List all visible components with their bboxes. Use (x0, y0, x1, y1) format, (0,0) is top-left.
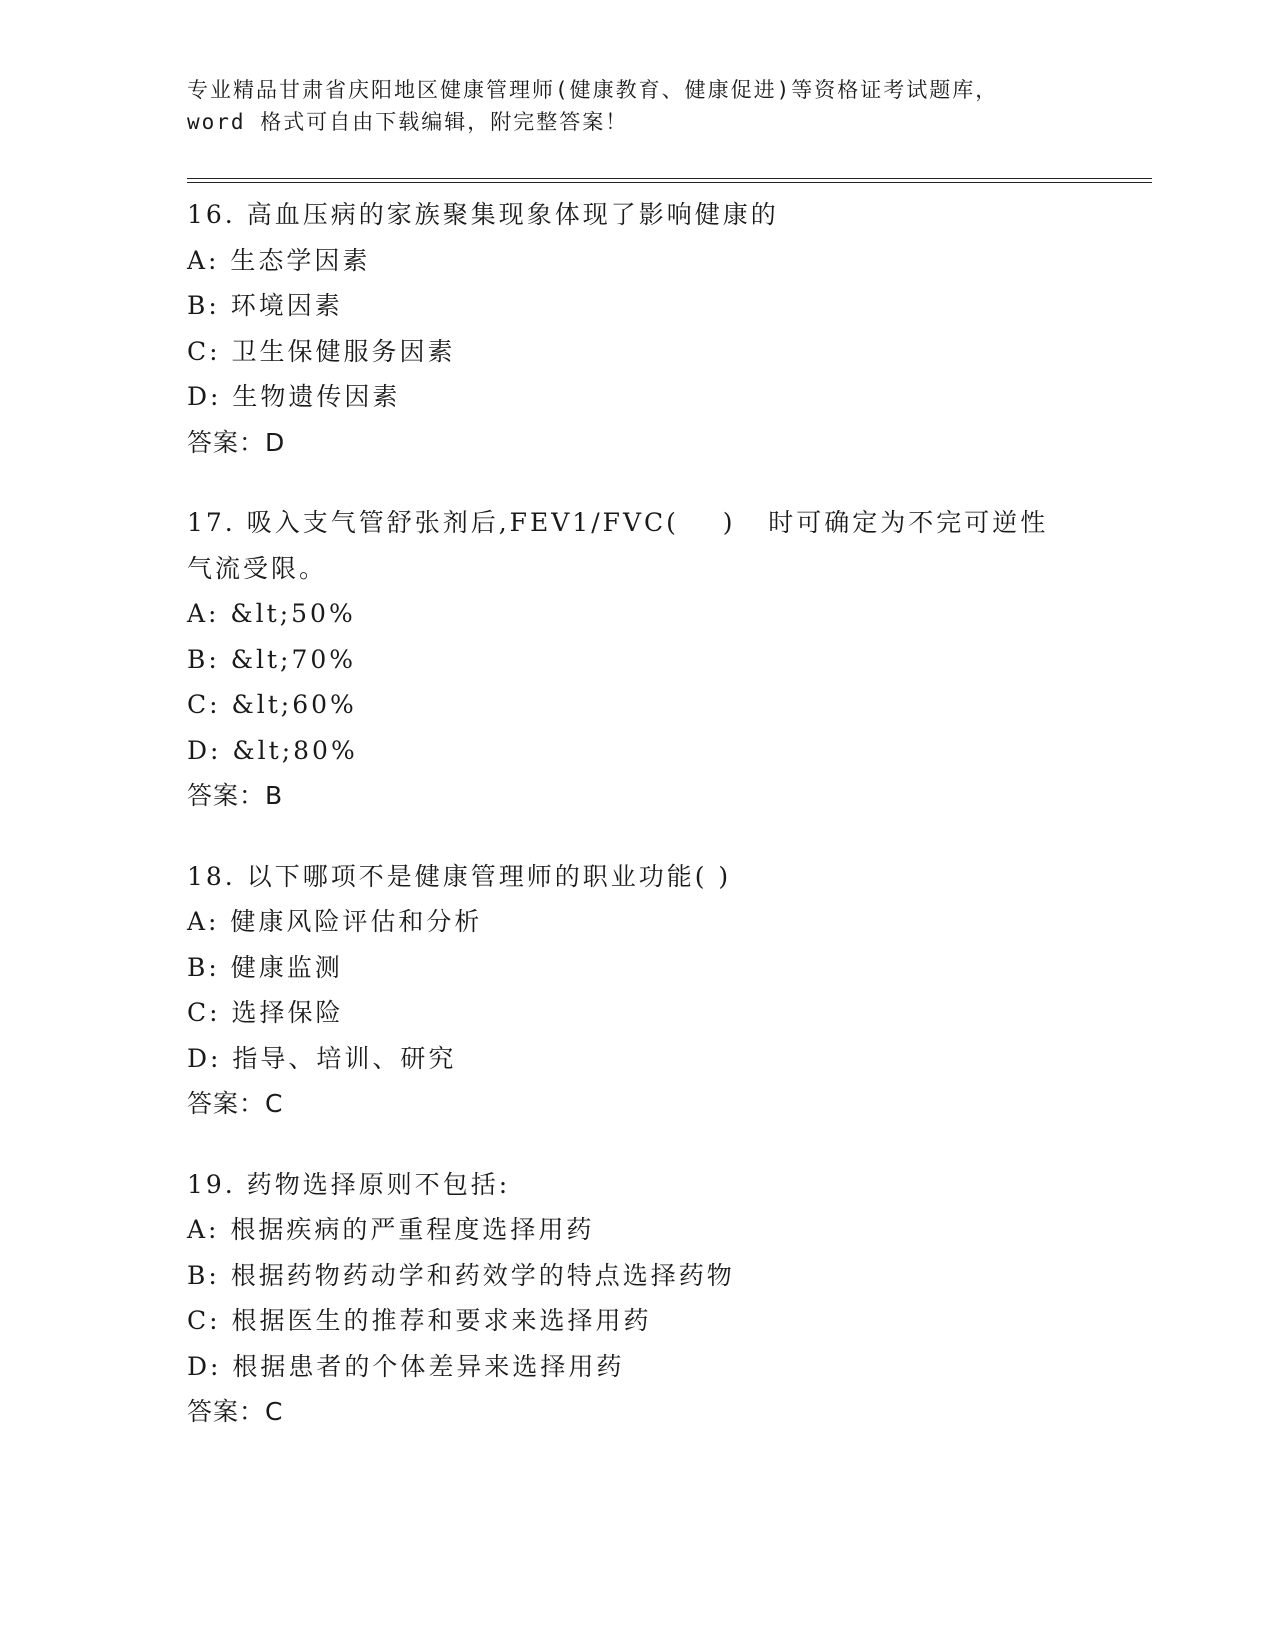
answer-line: 答案：C (187, 1089, 284, 1118)
header-divider (187, 178, 1152, 183)
question-17 (187, 500, 1147, 819)
option-b: B: &lt;70% (187, 644, 357, 674)
option-c: C: 选择保险 (187, 998, 344, 1027)
question-list (187, 192, 1147, 1470)
header-line-2: word 格式可自由下载编辑，附完整答案！ (187, 110, 629, 134)
option-a: A: &lt;50% (187, 599, 356, 628)
option-a: A: 健康风险评估和分析 (187, 907, 483, 936)
option-a: A: 根据疾病的严重程度选择用药 (187, 1215, 595, 1244)
document-header (187, 74, 1087, 138)
option-c: C: 卫生保健服务因素 (187, 336, 456, 366)
question-stem: 16. 高血压病的家族聚集现象体现了影响健康的 (187, 200, 779, 229)
option-b: B: 环境因素 (187, 291, 343, 320)
option-b: B: 健康监测 (187, 952, 343, 982)
option-d: D: 指导、培训、研究 (187, 1043, 457, 1073)
option-d: D: 生物遗传因素 (187, 382, 401, 411)
question-stem: 17. 吸入支气管舒张剂后,FEV1/FVC( ) 时可确定为不完可逆性气流受限。 (187, 508, 1049, 583)
question-19 (187, 1162, 1147, 1435)
option-d: D: 根据患者的个体差异来选择用药 (187, 1351, 625, 1381)
option-b: B: 根据药物药动学和药效学的特点选择药物 (187, 1260, 735, 1290)
option-c: C: 根据医生的推荐和要求来选择用药 (187, 1306, 652, 1335)
header-line-1: 专业精品甘肃省庆阳地区健康管理师(健康教育、健康促进)等资格证考试题库， (187, 78, 999, 102)
option-d: D: &lt;80% (187, 735, 358, 765)
question-16 (187, 192, 1147, 465)
question-stem: 18. 以下哪项不是健康管理师的职业功能( ) (187, 861, 732, 891)
option-a: A: 生态学因素 (187, 245, 371, 275)
answer-line: 答案：C (187, 1397, 284, 1426)
question-18 (187, 854, 1147, 1127)
option-c: C: &lt;60% (187, 690, 357, 719)
question-stem: 19. 药物选择原则不包括: (187, 1169, 511, 1199)
answer-line: 答案：B (187, 781, 284, 810)
answer-line: 答案：D (187, 427, 286, 457)
